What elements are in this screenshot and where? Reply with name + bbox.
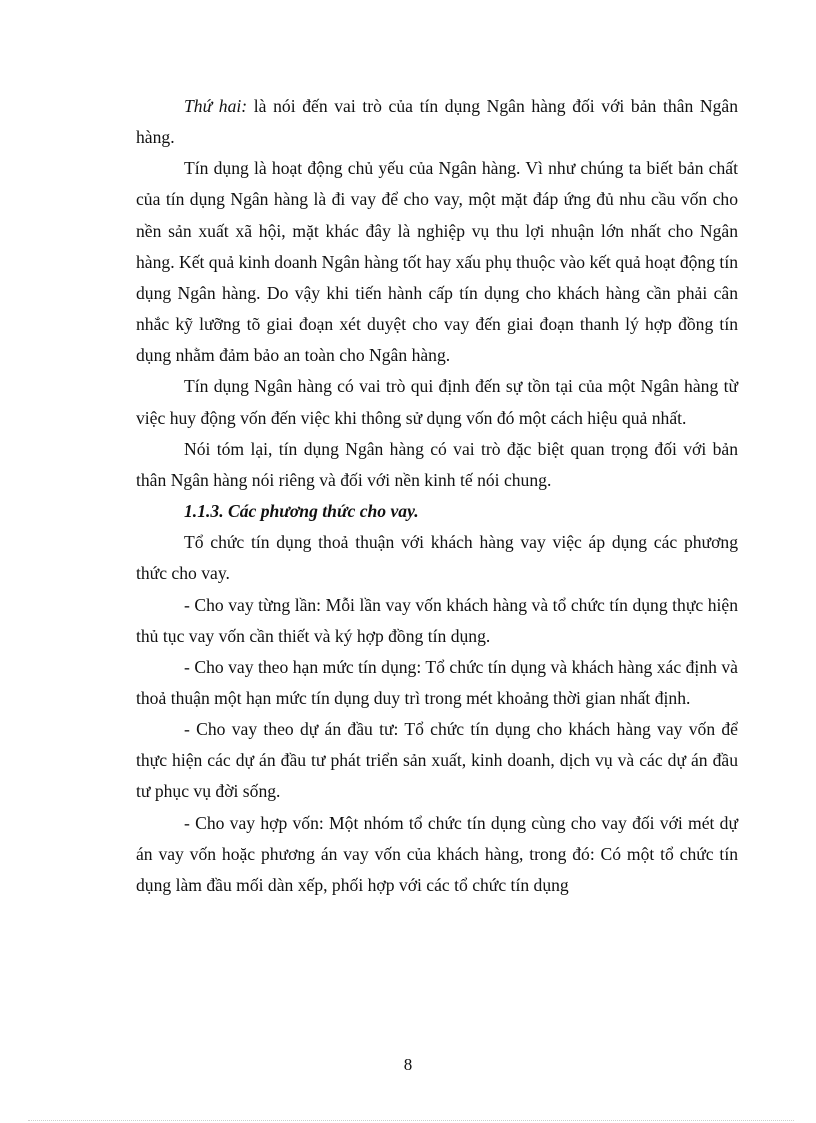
list-item: - Cho vay theo dự án đầu tư: Tổ chức tín dụng cho khách hàng vay vốn để thực hiện các dự án đầu tư phát triển sản xuất, kinh doanh, dịch vụ và các dự án đầu tư phục vụ đời sống. — [136, 719, 738, 802]
list-item: - Cho vay từng lần: Mỗi lần vay vốn khách hàng và tổ chức tín dụng thực hiện thủ tục vay vốn cần thiết và ký hợp đồng tín dụng. — [136, 594, 738, 646]
paragraph: Tín dụng là hoạt động chủ yếu của Ngân hàng. Vì như chúng ta biết bản chất của tín dụng Ngân hàng là đi vay để cho vay, một mặt đáp ứng đủ nhu cầu vốn cho nền sản xuất xã hội, mặt khác đây là nghiệp vụ thu lợi nhuận lớn nhất cho Ngân hàng. Kết quả kinh doanh Ngân hàng tốt hay xấu phụ thuộc vào kết quả hoạt động tín dụng Ngân hàng. Do vậy khi tiến hành cấp tín dụng cho khách hàng cần phải cân nhắc kỹ lưỡng tõ giai đoạn xét duyệt cho vay đến giai đoạn thanh lý hợp đồng tín dụng nhằm đảm bảo an toàn cho Ngân hàng. — [136, 158, 738, 366]
list-item: - Cho vay theo hạn mức tín dụng: Tổ chức tín dụng và khách hàng xác định và thoả thuận một hạn mức tín dụng duy trì trong mét khoảng thời gian nhất định. — [136, 656, 738, 708]
paragraph: Tổ chức tín dụng thoả thuận với khách hàng vay việc áp dụng các phương thức cho vay. — [136, 532, 738, 584]
paragraph-lead: Thứ hai: — [184, 96, 248, 116]
page-number: 8 — [403, 1055, 413, 1074]
paragraph-text: là nói đến vai trò của tín dụng Ngân hàng đối với bản thân Ngân hàng. — [136, 96, 738, 148]
paragraph-thu-hai — [136, 91, 738, 153]
paragraph: Nói tóm lại, tín dụng Ngân hàng có vai trò đặc biệt quan trọng đối với bản thân Ngân hàng nói riêng và đối với nền kinh tế nói chung. — [136, 438, 738, 490]
body-text — [136, 91, 738, 901]
page-bottom-divider — [28, 1120, 794, 1121]
section-heading: 1.1.3. Các phương thức cho vay. — [184, 501, 419, 522]
paragraph: Tín dụng Ngân hàng có vai trò qui định đến sự tồn tại của một Ngân hàng từ việc huy động vốn đến việc khi thông sử dụng vốn đó một cách hiệu quả nhất. — [136, 376, 738, 428]
list-item: - Cho vay hợp vốn: Một nhóm tổ chức tín dụng cùng cho vay đối với mét dự án vay vốn hoặc phương án vay vốn của khách hàng, trong đó: Có một tổ chức tín dụng làm đầu mối dàn xếp, phối hợp với các tổ chức tín dụng — [136, 812, 738, 895]
